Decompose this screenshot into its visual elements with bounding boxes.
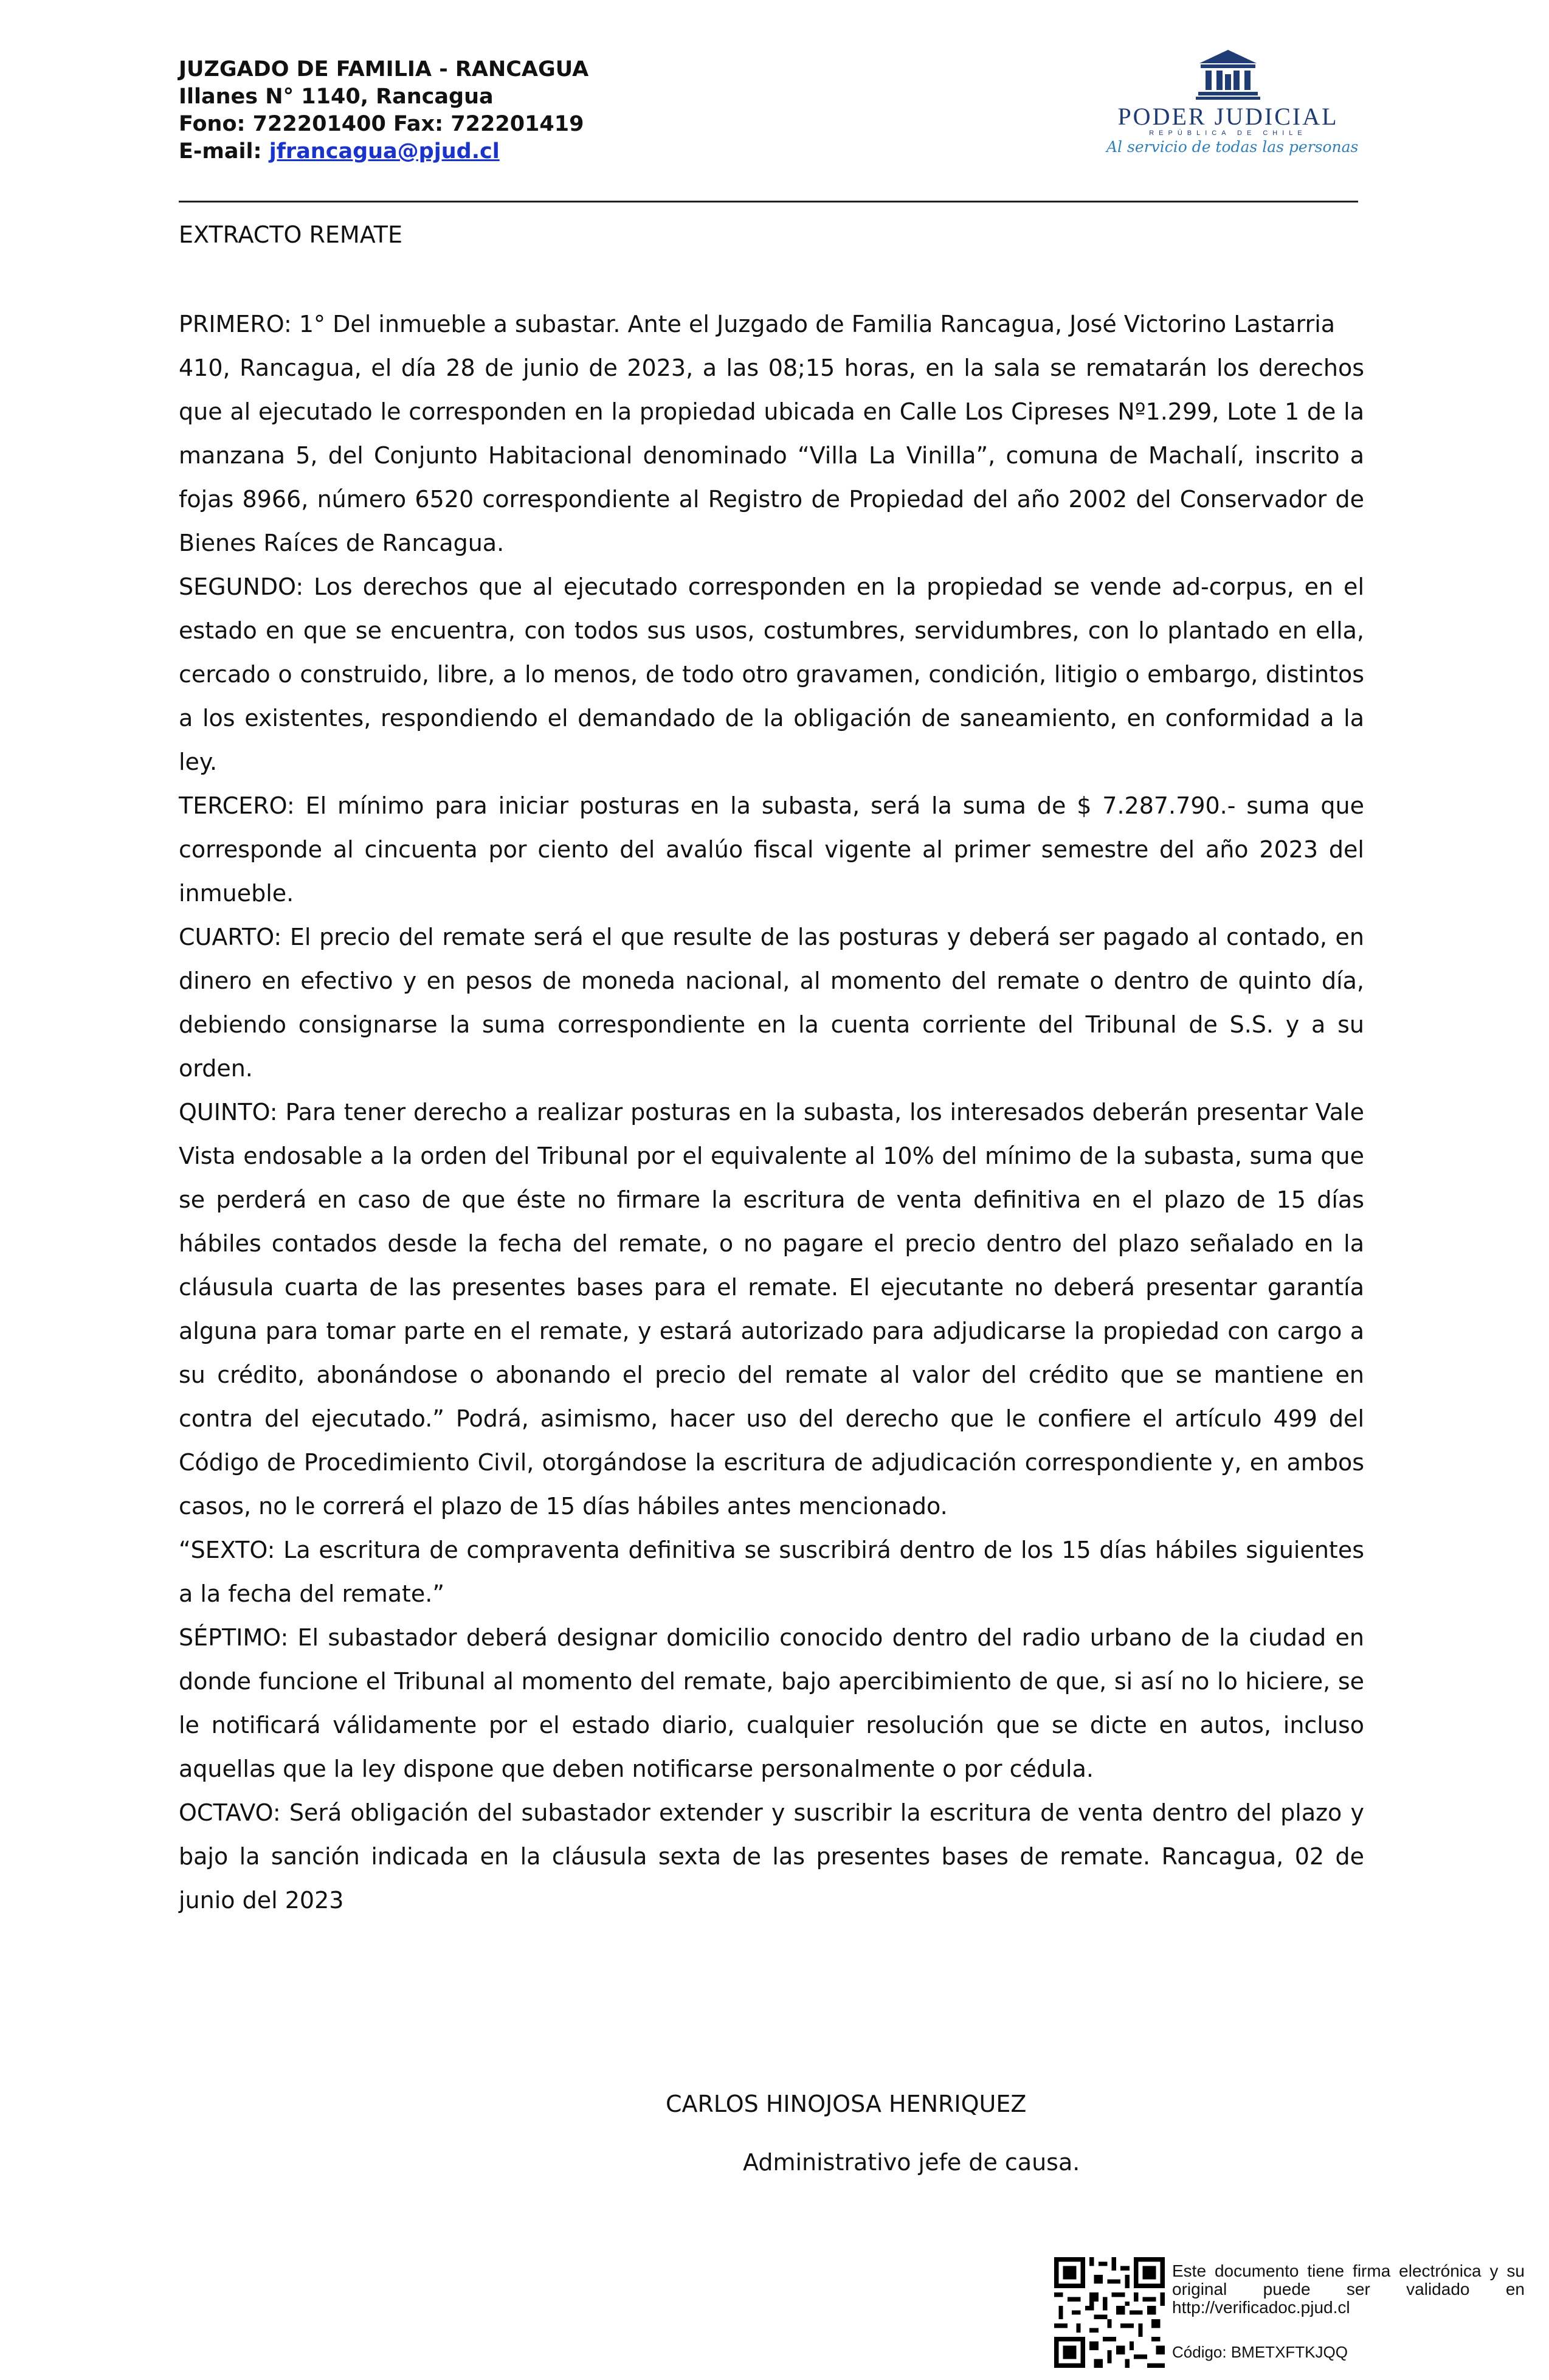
court-email-line [179, 138, 588, 165]
paragraph-septimo: SÉPTIMO: El subastador deberá designar domicilio conocido dentro del radio urbano de la ciudad en donde funcione el Tribunal al momento del remate, bajo apercibimiento de que, si así no lo hiciere, se le notificará válidamente por el estado diario, cualquier resolución que se dicte en autos, incluso aquellas que la ley dispone que deben notificarse personalmente o por cédula. [179, 1624, 1364, 1782]
logo-name: PODER JUDICIAL [1117, 103, 1339, 130]
document-body [179, 302, 1364, 1922]
document-title: EXTRACTO REMATE [179, 221, 402, 248]
header-divider [179, 201, 1358, 202]
courthouse-icon [1195, 47, 1261, 100]
logo-country: REPÚBLICA DE CHILE [1149, 130, 1307, 137]
paragraph-cuarto: CUARTO: El precio del remate será el que resulte de las posturas y deberá ser pagado al contado, en dinero en efectivo y en pesos de moneda nacional, al momento del remate o dentro de quinto día, debiendo consignarse la suma correspondiente en la cuenta corriente del Tribunal de S.S. y a su orden. [179, 924, 1364, 1082]
court-phone: Fono: 722201400 Fax: 722201419 [179, 112, 584, 136]
court-name: JUZGADO DE FAMILIA - RANCAGUA [179, 57, 589, 81]
paragraph-quinto: QUINTO: Para tener derecho a realizar posturas en la subasta, los interesados deberán presentar Vale Vista endosable a la orden del Tribunal por el equivalente al 10% del mínimo de la subasta, suma que se perderá en caso de que éste no firmare la escritura de venta definitiva en el plazo de 15 días hábiles contados desde la fecha del remate, o no pagare el precio dentro del plazo señalado en la cláusula cuarta de las presentes bases para el remate. El ejecutante no deberá presentar garantía alguna para tomar parte en el remate, y estará autorizado para adjudicarse la propiedad con cargo a su crédito, abonándose o abonando el precio del remate al valor del crédito que se mantiene en contra del ejecutado.” Podrá, asimismo, hacer uso del derecho que le confiere el artículo 499 del Código de Procedimiento Civil, otorgándose la escritura de adjudicación correspondiente y, en ambos casos, no le correrá el plazo de 15 días hábiles antes mencionado. [179, 1099, 1364, 1520]
verification-text: Este documento tiene firma electrónica y su original puede ser validado en http://verificadoc.pjud.cl [1172, 2261, 1525, 2317]
paragraph-tercero: TERCERO: El mínimo para iniciar posturas en la subasta, será la suma de $ 7.287.790.- suma que corresponde al cincuenta por ciento del avalúo fiscal vigente al primer semestre del año 2023 del inmueble. [179, 792, 1364, 907]
verification-code: Código: BMETXFTKJQQ [1172, 2343, 1348, 2361]
court-header [179, 56, 588, 165]
email-label: E-mail: [179, 139, 269, 164]
paragraph-segundo: SEGUNDO: Los derechos que al ejecutado corresponden en la propiedad se vende ad-corpus, en el estado en que se encuentra, con todos sus usos, costumbres, servidumbres, con lo plantado en ella, cercado o construido, libre, a lo menos, de todo otro gravamen, condición, litigio o embargo, distintos a los existentes, respondiendo el demandado de la obligación de saneamiento, en conformidad a la ley. [179, 573, 1364, 775]
paragraph-primero: PRIMERO: 1° Del inmueble a subastar. Ante el Juzgado de Familia Rancagua, José Victorino Lastarria [179, 311, 1336, 337]
court-address: Illanes N° 1140, Rancagua [179, 85, 494, 109]
email-link[interactable]: jfrancagua@pjud.cl [269, 139, 500, 164]
paragraph-primero-cont: 410, Rancagua, el día 28 de junio de 2023, a las 08;15 horas, en la sala se rematarán los derechos que al ejecutado le corresponden en la propiedad ubicada en Calle Los Cipreses Nº1.299, Lote 1 de la manzana 5, del Conjunto Habitacional denominado “Villa La Vinilla”, comuna de Machalí, inscrito a fojas 8966, número 6520 correspondiente al Registro de Propiedad del año 2002 del Conservador de Bienes Raíces de Rancagua. [179, 355, 1364, 556]
signatory-role: Administrativo jefe de causa. [743, 2149, 1080, 2176]
verification-notice [1172, 2262, 1525, 2317]
signatory-name: CARLOS HINOJOSA HENRIQUEZ [666, 2091, 1027, 2117]
paragraph-sexto: “SEXTO: La escritura de compraventa definitiva se suscribirá dentro de los 15 días hábiles siguientes a la fecha del remate.” [179, 1537, 1364, 1607]
logo-tagline: Al servicio de todas las personas [1106, 138, 1359, 156]
poder-judicial-logo [1106, 47, 1359, 169]
paragraph-octavo: OCTAVO: Será obligación del subastador extender y suscribir la escritura de venta dentro del plazo y bajo la sanción indicada en la cláusula sexta de las presentes bases de remate. Rancagua, 02 de junio del 2023 [179, 1799, 1364, 1914]
qr-code-icon [1054, 2257, 1165, 2368]
